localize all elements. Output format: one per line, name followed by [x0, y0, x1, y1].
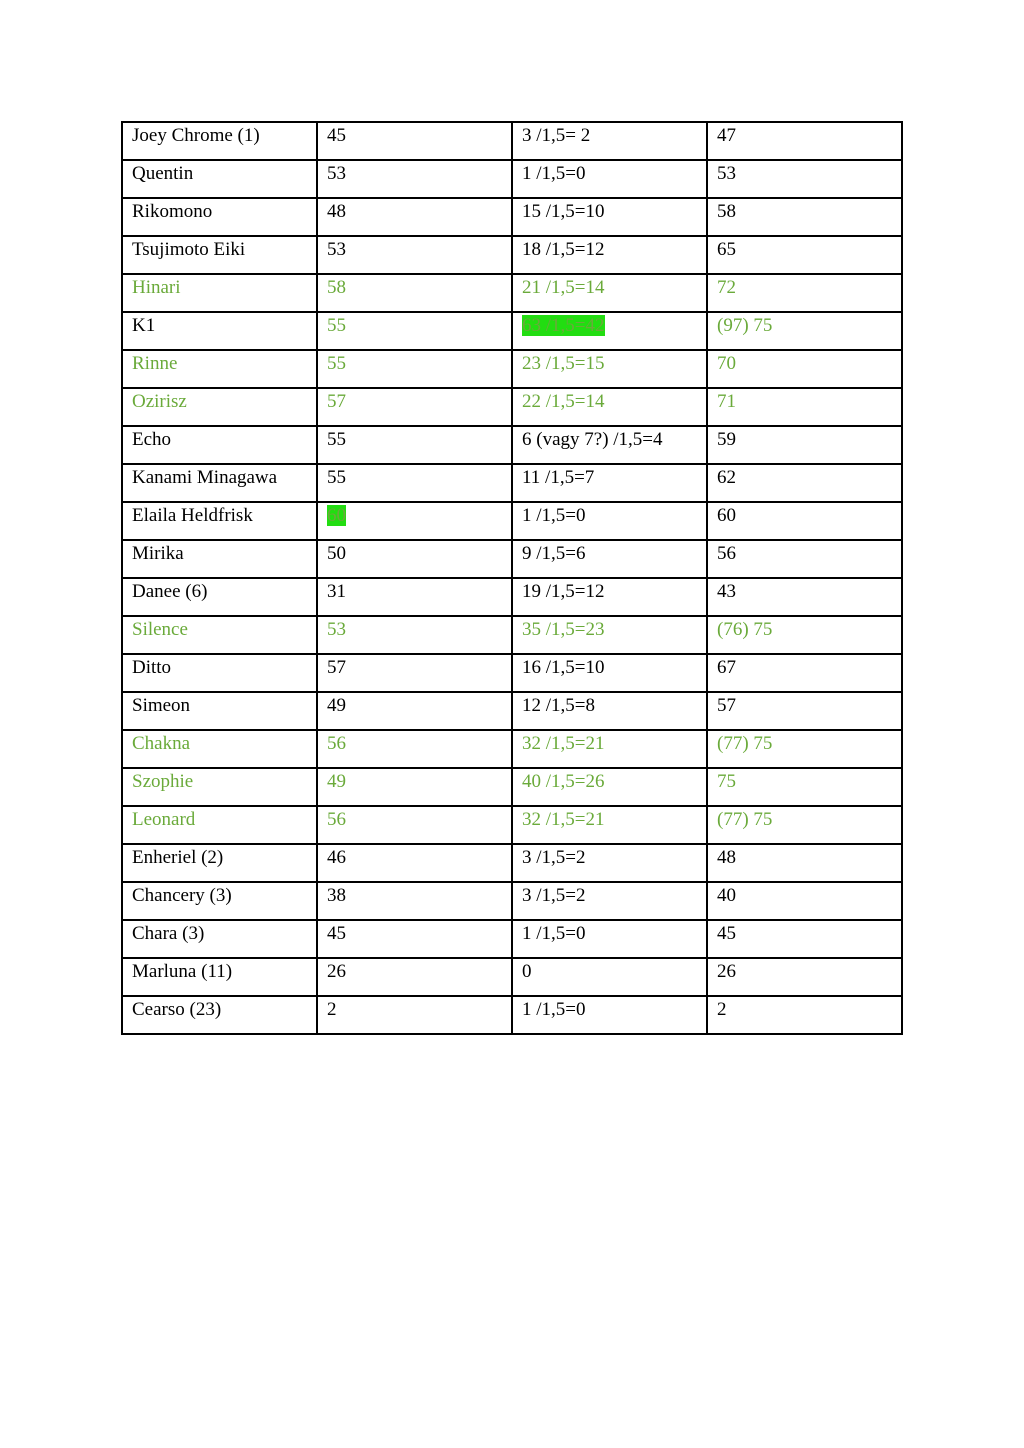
name-cell-text: Chakna	[132, 733, 191, 754]
name-cell	[122, 160, 317, 198]
table-row	[122, 578, 902, 616]
name-cell	[122, 350, 317, 388]
total-cell	[707, 122, 902, 160]
bonus-cell	[512, 920, 707, 958]
name-cell-text: Ozirisz	[132, 391, 187, 412]
score-cell	[317, 616, 512, 654]
bonus-cell	[512, 806, 707, 844]
total-cell	[707, 958, 902, 996]
table-row	[122, 464, 902, 502]
total-cell	[707, 882, 902, 920]
name-cell	[122, 236, 317, 274]
name-cell	[122, 920, 317, 958]
bonus-cell	[512, 844, 707, 882]
name-cell-text: K1	[132, 315, 156, 336]
name-cell	[122, 882, 317, 920]
score-cell	[317, 464, 512, 502]
bonus-cell	[512, 882, 707, 920]
score-cell	[317, 730, 512, 768]
name-cell-text: Chara (3)	[132, 923, 205, 944]
name-cell	[122, 198, 317, 236]
total-cell	[707, 616, 902, 654]
score-cell-text: 55	[327, 467, 346, 488]
score-cell-text: 58	[327, 277, 346, 298]
total-cell-text: 65	[717, 239, 736, 260]
total-cell-text: 57	[717, 695, 736, 716]
total-cell-text: 48	[717, 847, 736, 868]
table-row	[122, 920, 902, 958]
total-cell-text: 72	[717, 277, 736, 298]
score-cell	[317, 502, 512, 540]
score-cell-text: 46	[327, 847, 346, 868]
total-cell	[707, 464, 902, 502]
score-cell-text: 57	[327, 391, 346, 412]
table-row	[122, 654, 902, 692]
name-cell-text: Ditto	[132, 657, 172, 678]
bonus-cell-text: 3 /1,5=2	[522, 847, 586, 868]
table-row	[122, 160, 902, 198]
bonus-cell-text: 11 /1,5=7	[522, 467, 595, 488]
name-cell	[122, 616, 317, 654]
bonus-cell	[512, 312, 707, 350]
score-cell	[317, 654, 512, 692]
name-cell-text: Leonard	[132, 809, 196, 830]
score-cell	[317, 920, 512, 958]
total-cell-text: 60	[717, 505, 736, 526]
score-cell	[317, 388, 512, 426]
bonus-cell	[512, 160, 707, 198]
total-cell-text: 70	[717, 353, 736, 374]
score-cell	[317, 540, 512, 578]
bonus-cell	[512, 198, 707, 236]
bonus-cell	[512, 768, 707, 806]
name-cell-text: Silence	[132, 619, 188, 640]
name-cell	[122, 844, 317, 882]
score-cell	[317, 692, 512, 730]
name-cell-text: Hinari	[132, 277, 181, 298]
total-cell-text: 40	[717, 885, 736, 906]
total-cell	[707, 654, 902, 692]
name-cell-text: Danee (6)	[132, 581, 208, 602]
score-cell	[317, 160, 512, 198]
name-cell-text: Elaila Heldfrisk	[132, 505, 253, 526]
scores-table	[121, 121, 903, 1035]
bonus-cell-text: 3 /1,5= 2	[522, 125, 591, 146]
score-cell-text: 53	[327, 239, 346, 260]
bonus-cell-text: 12 /1,5=8	[522, 695, 595, 716]
total-cell	[707, 160, 902, 198]
table-row	[122, 502, 902, 540]
total-cell-text: 75	[717, 771, 736, 792]
total-cell	[707, 768, 902, 806]
bonus-cell	[512, 578, 707, 616]
name-cell-text: Rikomono	[132, 201, 213, 222]
table-row	[122, 312, 902, 350]
name-cell	[122, 730, 317, 768]
name-cell	[122, 502, 317, 540]
score-cell	[317, 274, 512, 312]
name-cell	[122, 958, 317, 996]
score-cell	[317, 122, 512, 160]
score-cell	[317, 768, 512, 806]
name-cell-text: Mirika	[132, 543, 184, 564]
total-cell	[707, 502, 902, 540]
score-cell-text: 56	[327, 733, 346, 754]
total-cell	[707, 350, 902, 388]
bonus-cell-text: 32 /1,5=21	[522, 809, 605, 830]
score-cell-text: 2	[327, 999, 337, 1020]
bonus-cell-text: 21 /1,5=14	[522, 277, 605, 298]
total-cell	[707, 274, 902, 312]
name-cell-text: Marluna (11)	[132, 961, 233, 982]
total-cell-text: (77) 75	[717, 733, 773, 754]
bonus-cell	[512, 692, 707, 730]
total-cell	[707, 730, 902, 768]
bonus-cell-text: 1 /1,5=0	[522, 999, 586, 1020]
bonus-cell	[512, 996, 707, 1034]
table-row	[122, 958, 902, 996]
total-cell-text: 58	[717, 201, 736, 222]
table-row	[122, 806, 902, 844]
total-cell	[707, 844, 902, 882]
bonus-cell	[512, 122, 707, 160]
bonus-cell-text: 16 /1,5=10	[522, 657, 605, 678]
score-cell-text: 45	[327, 923, 346, 944]
score-cell-text: 56	[327, 809, 346, 830]
bonus-cell	[512, 616, 707, 654]
bonus-cell	[512, 958, 707, 996]
total-cell-text: 26	[717, 961, 736, 982]
score-cell-text: 55	[327, 315, 346, 336]
name-cell	[122, 806, 317, 844]
bonus-cell-text: 23 /1,5=15	[522, 353, 605, 374]
name-cell-text: Szophie	[132, 771, 194, 792]
score-cell	[317, 236, 512, 274]
table-row	[122, 426, 902, 464]
table-row	[122, 540, 902, 578]
score-cell-text: 26	[327, 961, 346, 982]
score-cell-text: 49	[327, 695, 346, 716]
score-cell-text: 53	[327, 619, 346, 640]
name-cell	[122, 388, 317, 426]
name-cell	[122, 996, 317, 1034]
score-cell-text: 55	[327, 353, 346, 374]
name-cell-text: Simeon	[132, 695, 191, 716]
bonus-cell-text: 18 /1,5=12	[522, 239, 605, 260]
score-cell	[317, 996, 512, 1034]
total-cell-text: 62	[717, 467, 736, 488]
name-cell	[122, 122, 317, 160]
name-cell-text: Enheriel (2)	[132, 847, 224, 868]
bonus-cell	[512, 388, 707, 426]
name-cell-text: Echo	[132, 429, 172, 450]
bonus-cell	[512, 464, 707, 502]
total-cell	[707, 996, 902, 1034]
score-cell-text: 49	[327, 771, 346, 792]
table-row	[122, 388, 902, 426]
bonus-cell-text: 9 /1,5=6	[522, 543, 586, 564]
table-row	[122, 730, 902, 768]
table-row	[122, 882, 902, 920]
total-cell	[707, 920, 902, 958]
score-cell-text: 31	[327, 581, 346, 602]
bonus-cell	[512, 502, 707, 540]
total-cell	[707, 692, 902, 730]
total-cell	[707, 578, 902, 616]
total-cell	[707, 388, 902, 426]
score-cell-text: 50	[327, 543, 346, 564]
bonus-cell-text: 1 /1,5=0	[522, 923, 586, 944]
total-cell	[707, 236, 902, 274]
total-cell-text: 53	[717, 163, 736, 184]
total-cell	[707, 312, 902, 350]
table-row	[122, 274, 902, 312]
total-cell	[707, 806, 902, 844]
score-cell-text: 45	[327, 125, 346, 146]
score-cell	[317, 806, 512, 844]
total-cell-text: 59	[717, 429, 736, 450]
bonus-cell	[512, 350, 707, 388]
table-row	[122, 692, 902, 730]
bonus-cell-text: 19 /1,5=12	[522, 581, 605, 602]
total-cell-text: 43	[717, 581, 736, 602]
bonus-cell	[512, 654, 707, 692]
highlighted-value: 63 /1,5=42	[522, 315, 605, 336]
name-cell-text: Joey Chrome (1)	[132, 125, 260, 146]
name-cell	[122, 540, 317, 578]
score-cell	[317, 958, 512, 996]
table-row	[122, 198, 902, 236]
name-cell-text: Quentin	[132, 163, 194, 184]
bonus-cell-text: 3 /1,5=2	[522, 885, 586, 906]
score-cell	[317, 312, 512, 350]
bonus-cell-text: 22 /1,5=14	[522, 391, 605, 412]
total-cell	[707, 426, 902, 464]
name-cell-text: Tsujimoto Eiki	[132, 239, 246, 260]
bonus-cell-text: 35 /1,5=23	[522, 619, 605, 640]
bonus-cell-text: 1 /1,5=0	[522, 505, 586, 526]
total-cell-text: 67	[717, 657, 736, 678]
bonus-cell	[512, 426, 707, 464]
total-cell-text: 71	[717, 391, 736, 412]
table-row	[122, 122, 902, 160]
scores-table-body	[122, 122, 902, 1034]
score-cell-text: 48	[327, 201, 346, 222]
name-cell	[122, 692, 317, 730]
total-cell-text: 56	[717, 543, 736, 564]
bonus-cell-text: 6 (vagy 7?) /1,5=4	[522, 429, 663, 450]
bonus-cell	[512, 730, 707, 768]
table-row	[122, 996, 902, 1034]
bonus-cell-text: 40 /1,5=26	[522, 771, 605, 792]
total-cell	[707, 540, 902, 578]
name-cell-text: Rinne	[132, 353, 178, 374]
table-row	[122, 236, 902, 274]
name-cell	[122, 426, 317, 464]
score-cell-text: 55	[327, 429, 346, 450]
name-cell	[122, 274, 317, 312]
table-row	[122, 768, 902, 806]
highlighted-value: 60	[327, 505, 346, 526]
score-cell	[317, 426, 512, 464]
total-cell-text: 47	[717, 125, 736, 146]
total-cell	[707, 198, 902, 236]
name-cell	[122, 312, 317, 350]
score-cell	[317, 882, 512, 920]
table-row	[122, 616, 902, 654]
total-cell-text: 2	[717, 999, 727, 1020]
score-cell-text: 53	[327, 163, 346, 184]
bonus-cell	[512, 540, 707, 578]
score-cell	[317, 578, 512, 616]
score-cell	[317, 350, 512, 388]
total-cell-text: 45	[717, 923, 736, 944]
total-cell-text: (77) 75	[717, 809, 773, 830]
total-cell-text: (97) 75	[717, 315, 773, 336]
name-cell	[122, 578, 317, 616]
score-cell	[317, 198, 512, 236]
bonus-cell	[512, 274, 707, 312]
score-cell	[317, 844, 512, 882]
name-cell	[122, 768, 317, 806]
name-cell-text: Kanami Minagawa	[132, 467, 278, 488]
score-cell-text: 57	[327, 657, 346, 678]
bonus-cell	[512, 236, 707, 274]
table-row	[122, 350, 902, 388]
score-cell-text: 38	[327, 885, 346, 906]
bonus-cell-text: 0	[522, 961, 532, 982]
name-cell-text: Cearso (23)	[132, 999, 222, 1020]
bonus-cell-text: 15 /1,5=10	[522, 201, 605, 222]
bonus-cell-text: 32 /1,5=21	[522, 733, 605, 754]
name-cell	[122, 464, 317, 502]
name-cell-text: Chancery (3)	[132, 885, 232, 906]
table-row	[122, 844, 902, 882]
total-cell-text: (76) 75	[717, 619, 773, 640]
bonus-cell-text: 1 /1,5=0	[522, 163, 586, 184]
name-cell	[122, 654, 317, 692]
